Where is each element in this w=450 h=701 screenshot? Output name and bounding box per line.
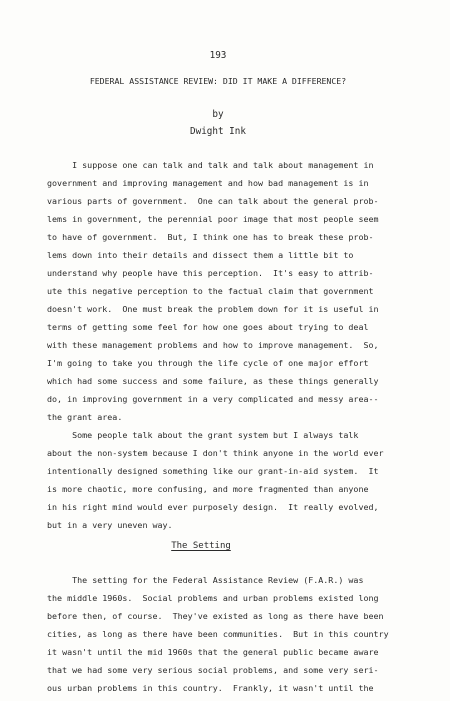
body-line: doesn't work. One must break the problem down for it is useful in [47,304,379,314]
body-line: I suppose one can talk and talk and talk about management in [47,160,374,170]
body-line: which had some success and some failure, as these things generally [47,376,379,386]
body-line: I'm going to take you through the life cycle of one major effort [47,358,369,368]
body-line: Some people talk about the grant system but I always talk [47,430,359,440]
body-line: various parts of government. One can talk about the general prob- [47,196,379,206]
body-line: ous urban problems in this country. Frankly, it wasn't until the [47,683,374,693]
body-line: with these management problems and how to improve management. So, [47,340,379,350]
body-line: government and improving management and how bad management is in [47,178,369,188]
body-line: lems down into their details and dissect them a little bit to [47,250,354,260]
body-line: in his right mind would ever purposely design. It really evolved, [47,502,379,512]
byline: by [212,109,224,120]
body-line: it wasn't until the mid 1960s that the general public became aware [47,647,379,657]
body-line: do, in improving government in a very complicated and messy area-- [47,394,379,404]
body-line: the grant area. [47,412,123,422]
body-line: to have of government. But, I think one has to break these prob- [47,232,374,242]
body-line: terms of getting some feel for how one goes about trying to deal [47,322,369,332]
body-line: the middle 1960s. Social problems and urban problems existed long [47,593,379,603]
page-number: 193 [209,50,227,61]
body-line: cities, as long as there have been communities. But in this country [47,629,389,639]
body-line: understand why people have this perception. It's easy to attrib- [47,268,374,278]
body-line: about the non-system because I don't think anyone in the world ever [47,448,384,458]
body-line: that we had some very serious social problems, and some very seri- [47,665,379,675]
section-heading: The Setting [171,541,231,551]
body-line: intentionally designed something like our grant-in-aid system. It [47,466,379,476]
body-line: before then, of course. They've existed as long as there have been [47,611,384,621]
author-name: Dwight Ink [190,126,246,137]
body-line: but in a very uneven way. [47,520,173,530]
body-line: The setting for the Federal Assistance Review (F.A.R.) was [47,575,364,585]
body-line: is more chaotic, more confusing, and more fragmented than anyone [47,484,369,494]
body-line: lems in government, the perennial poor image that most people seem [47,214,379,224]
body-line: ute this negative perception to the factual claim that government [47,286,374,296]
document-title: FEDERAL ASSISTANCE REVIEW: DID IT MAKE A DIFFERENCE? [89,76,347,86]
